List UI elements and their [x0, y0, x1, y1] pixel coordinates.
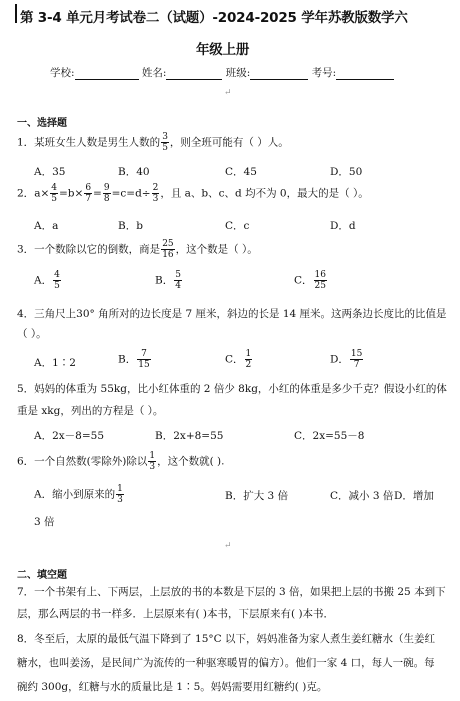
q6-option-b[interactable]: B．扩大 3 倍 — [225, 490, 289, 502]
return-mark: ↵ — [224, 88, 232, 98]
question-4-line1: 4．三角尺上30° 角所对的边长度是 7 厘米，斜边的长是 14 厘米。这两条边长度比的比值是 — [17, 308, 447, 320]
q2-fraction-3: $\frac{9}{8}$ — [103, 183, 110, 204]
q1-option-c[interactable]: C．45 — [225, 166, 257, 178]
q2-eq3: =c=d÷ — [111, 187, 151, 200]
page-title-line2: 年级上册 — [196, 42, 250, 58]
name-blank[interactable] — [166, 69, 222, 80]
q1-post: ，则全班可能有（ ）人。 — [169, 136, 289, 149]
q2-fraction-2: $\frac{6}{7}$ — [85, 183, 92, 204]
q2-fraction-1: $\frac{4}{5}$ — [51, 183, 57, 204]
class-label: 班级: — [225, 67, 251, 79]
question-3 — [17, 239, 258, 260]
question-8-line3: 碗约 300g，红糖与水的质量比是 1∶5。妈妈需要用红糖约( )克。 — [17, 681, 328, 693]
question-7-line1: 7．一个书架有上、下两层，上层放的书的本数是下层的 3 倍，如果把上层的书搬 25 本到下 — [17, 586, 446, 598]
school-label: 学校: — [50, 67, 75, 79]
exam-no-label: 考号: — [311, 67, 337, 79]
q2-eq2: = — [93, 187, 102, 200]
question-6 — [17, 451, 224, 472]
question-7-line2: 层，那么两层的书一样多．上层原来有( )本书，下层原来有( )本书． — [17, 608, 335, 620]
q2-option-a[interactable]: A．a — [34, 220, 59, 232]
q2-a: a× — [34, 187, 50, 200]
q3-fraction: $\frac{25}{16}$ — [162, 239, 174, 260]
q3-pre: 3．一个数除以它的倒数，商是 — [17, 243, 161, 256]
question-1 — [17, 132, 289, 153]
q4-option-d[interactable]: D． $\frac{15}{7}$ — [330, 349, 363, 370]
q3-option-c[interactable]: C． $\frac{16}{25}$ — [294, 270, 326, 291]
q3-option-a[interactable]: A． $\frac{4}{5}$ — [34, 270, 60, 291]
return-mark-2: ↵ — [224, 541, 232, 551]
q1-pre: 1．某班女生人数是男生人数的 — [17, 136, 161, 149]
q2-option-b[interactable]: B．b — [118, 220, 143, 232]
question-8-line2: 糖水，也叫姜汤，是民间广为流传的一种驱寒暖胃的偏方）。他们一家 4 口，每人一碗。每 — [17, 657, 435, 669]
q6-option-d[interactable]: D．增加 — [394, 490, 434, 502]
question-4-line2: （ ）。 — [17, 328, 47, 340]
q2-fraction-4: $\frac{2}{3}$ — [152, 183, 159, 204]
q2-option-c[interactable]: C．c — [225, 220, 250, 232]
q6-option-a[interactable]: A．缩小到原来的 $\frac{1}{3}$ — [34, 484, 123, 505]
q5-option-c[interactable]: C．2x=55－8 — [294, 430, 365, 442]
q4-option-b[interactable]: B． $\frac{7}{15}$ — [118, 349, 150, 370]
title-margin-bar — [15, 4, 17, 23]
school-blank[interactable] — [75, 69, 139, 80]
question-5-line1: 5．妈妈的体重为 55kg，比小红体重的 2 倍少 8kg，小红的体重是多少千克？假设小红的体 — [17, 383, 447, 395]
student-info-row — [50, 65, 394, 80]
q3-post: ，这个数是（ ）。 — [175, 243, 258, 256]
q5-option-b[interactable]: B．2x+8=55 — [155, 430, 224, 442]
q6-post: ，这个数就( ). — [157, 455, 225, 468]
q5-option-a[interactable]: A．2x－8=55 — [34, 430, 105, 442]
section-title-choice: 一、选择题 — [17, 118, 67, 129]
q1-option-a[interactable]: A．35 — [34, 166, 66, 178]
q6-option-c[interactable]: C．减小 3 倍 — [330, 490, 394, 502]
q1-fraction: $\frac{3}{5}$ — [162, 132, 168, 153]
q6-pre: 6．一个自然数(零除外)除以 — [17, 455, 148, 468]
q4-option-c[interactable]: C． $\frac{1}{2}$ — [225, 349, 252, 370]
q4-option-a[interactable]: A．1∶2 — [34, 357, 76, 369]
name-label: 姓名: — [141, 67, 167, 79]
q3-option-b[interactable]: B． $\frac{5}{4}$ — [155, 270, 181, 291]
question-5-line2: 重是 xkg，列出的方程是（ ）。 — [17, 405, 164, 417]
q6-fraction: $\frac{1}{3}$ — [149, 451, 156, 472]
page-title-line1: 第 3-4 单元月考试卷二（试题）-2024-2025 学年苏教版数学六 — [20, 10, 408, 26]
section-title-fill: 二、填空题 — [17, 570, 67, 581]
q1-option-b[interactable]: B．40 — [118, 166, 150, 178]
exam-no-blank[interactable] — [336, 69, 394, 80]
q1-option-d[interactable]: D．50 — [330, 166, 363, 178]
question-8-line1: 8．冬至后，太原的最低气温下降到了 15°C 以下，妈妈准备为家人煮生姜红糖水（生姜红 — [17, 633, 435, 645]
class-blank[interactable] — [250, 69, 308, 80]
question-2 — [17, 183, 369, 204]
q2-eq1: =b× — [58, 187, 84, 200]
q2-post: ，且 a、b、c、d 均不为 0，最大的是（ ）。 — [160, 187, 369, 200]
q2-number: 2． — [17, 187, 35, 200]
q2-option-d[interactable]: D．d — [330, 220, 356, 232]
q6-option-d-cont: 3 倍 — [34, 516, 55, 528]
